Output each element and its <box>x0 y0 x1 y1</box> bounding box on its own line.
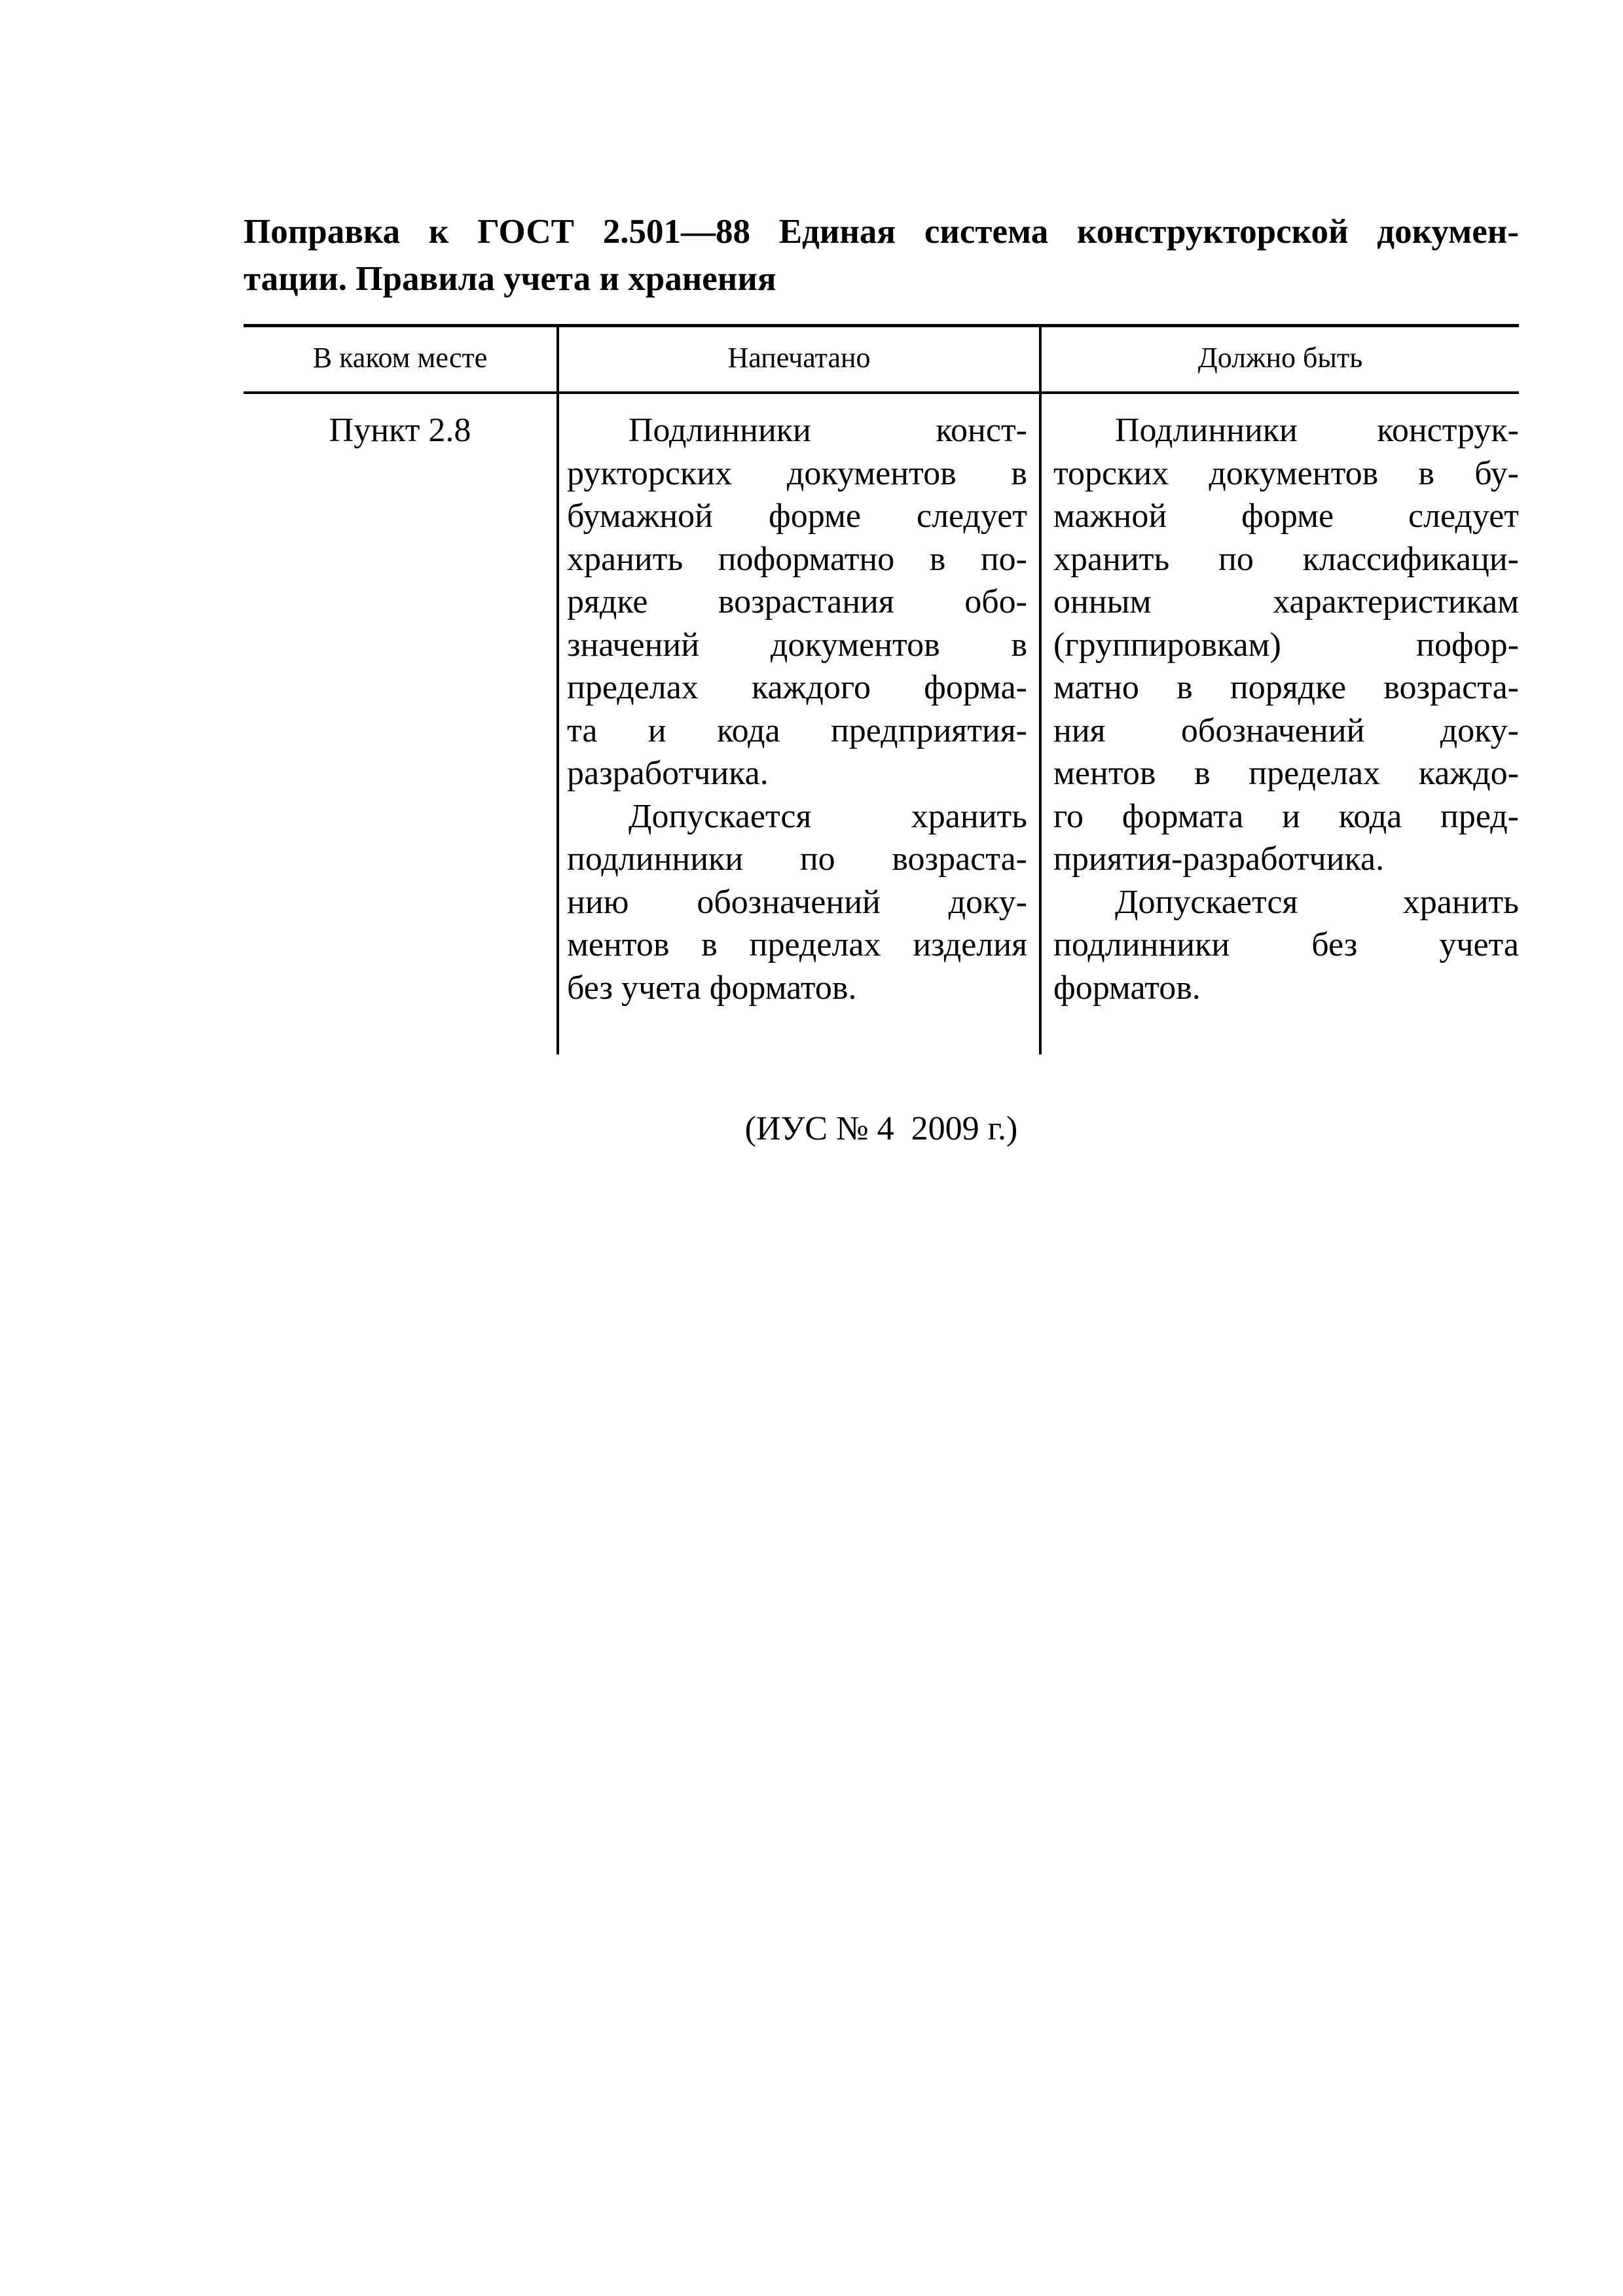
should-be-line: торских документов в бу- <box>1053 454 1519 492</box>
should-be-line: подлинники без учета <box>1053 926 1519 963</box>
header-should-be: Должно быть <box>1197 342 1363 374</box>
column-divider-1 <box>556 324 559 1054</box>
should-be-line: хранить по классификаци- <box>1053 540 1519 578</box>
should-be-line: ния обозначений доку- <box>1053 711 1519 749</box>
printed-line: ментов в пределах изделия <box>567 926 1027 963</box>
printed-line: бумажной форме следует <box>567 497 1027 535</box>
should-be-line: мажной форме следует <box>1053 497 1519 535</box>
printed-line: без учета форматов. <box>567 969 857 1007</box>
printed-line: Допускается хранить <box>629 797 1027 835</box>
printed-line: нию обозначений доку- <box>567 883 1027 921</box>
should-be-line: онным характеристикам <box>1053 583 1519 620</box>
cell-printed <box>567 409 1027 1009</box>
should-be-line: Подлинники конструк- <box>1115 412 1519 449</box>
should-be-line: форматов. <box>1053 969 1201 1007</box>
header-printed: Напечатано <box>727 342 871 374</box>
should-be-line: приятия-разработчика. <box>1053 840 1385 878</box>
printed-line: рукторских документов в <box>567 454 1027 492</box>
printed-line: та и кода предприятия- <box>567 711 1027 749</box>
printed-line: Подлинники конст- <box>629 412 1027 449</box>
amendment-table <box>244 324 1519 1057</box>
column-divider-2 <box>1039 324 1042 1054</box>
printed-line: пределах каждого форма- <box>567 669 1027 706</box>
should-be-line: Допускается хранить <box>1115 883 1519 921</box>
printed-line: разработчика. <box>567 755 769 792</box>
printed-line: хранить поформатно в по- <box>567 540 1027 578</box>
should-be-line: матно в порядке возраста- <box>1053 669 1519 706</box>
should-be-line: ментов в пределах каждо- <box>1053 755 1519 792</box>
cell-should-be <box>1053 409 1519 1009</box>
printed-line: значений документов в <box>567 626 1027 664</box>
should-be-line: го формата и кода пред- <box>1053 797 1519 835</box>
printed-line: подлинники по возраста- <box>567 840 1027 878</box>
table-top-rule <box>244 324 1519 327</box>
title-line-2: тации. Правила учета и хранения <box>244 260 776 298</box>
table-header-rule <box>244 391 1519 394</box>
title-line-1: Поправка к ГОСТ 2.501—88 Единая система конструкторской докумен- <box>244 213 1519 251</box>
document-title <box>244 208 1519 302</box>
header-place: В каком месте <box>312 342 488 374</box>
should-be-line: (группировкам) пофор- <box>1053 626 1519 664</box>
cell-place: Пункт 2.8 <box>329 412 471 449</box>
printed-line: рядке возрастания обо- <box>567 583 1027 620</box>
publication-reference: (ИУС № 4 2009 г.) <box>744 1110 1018 1147</box>
